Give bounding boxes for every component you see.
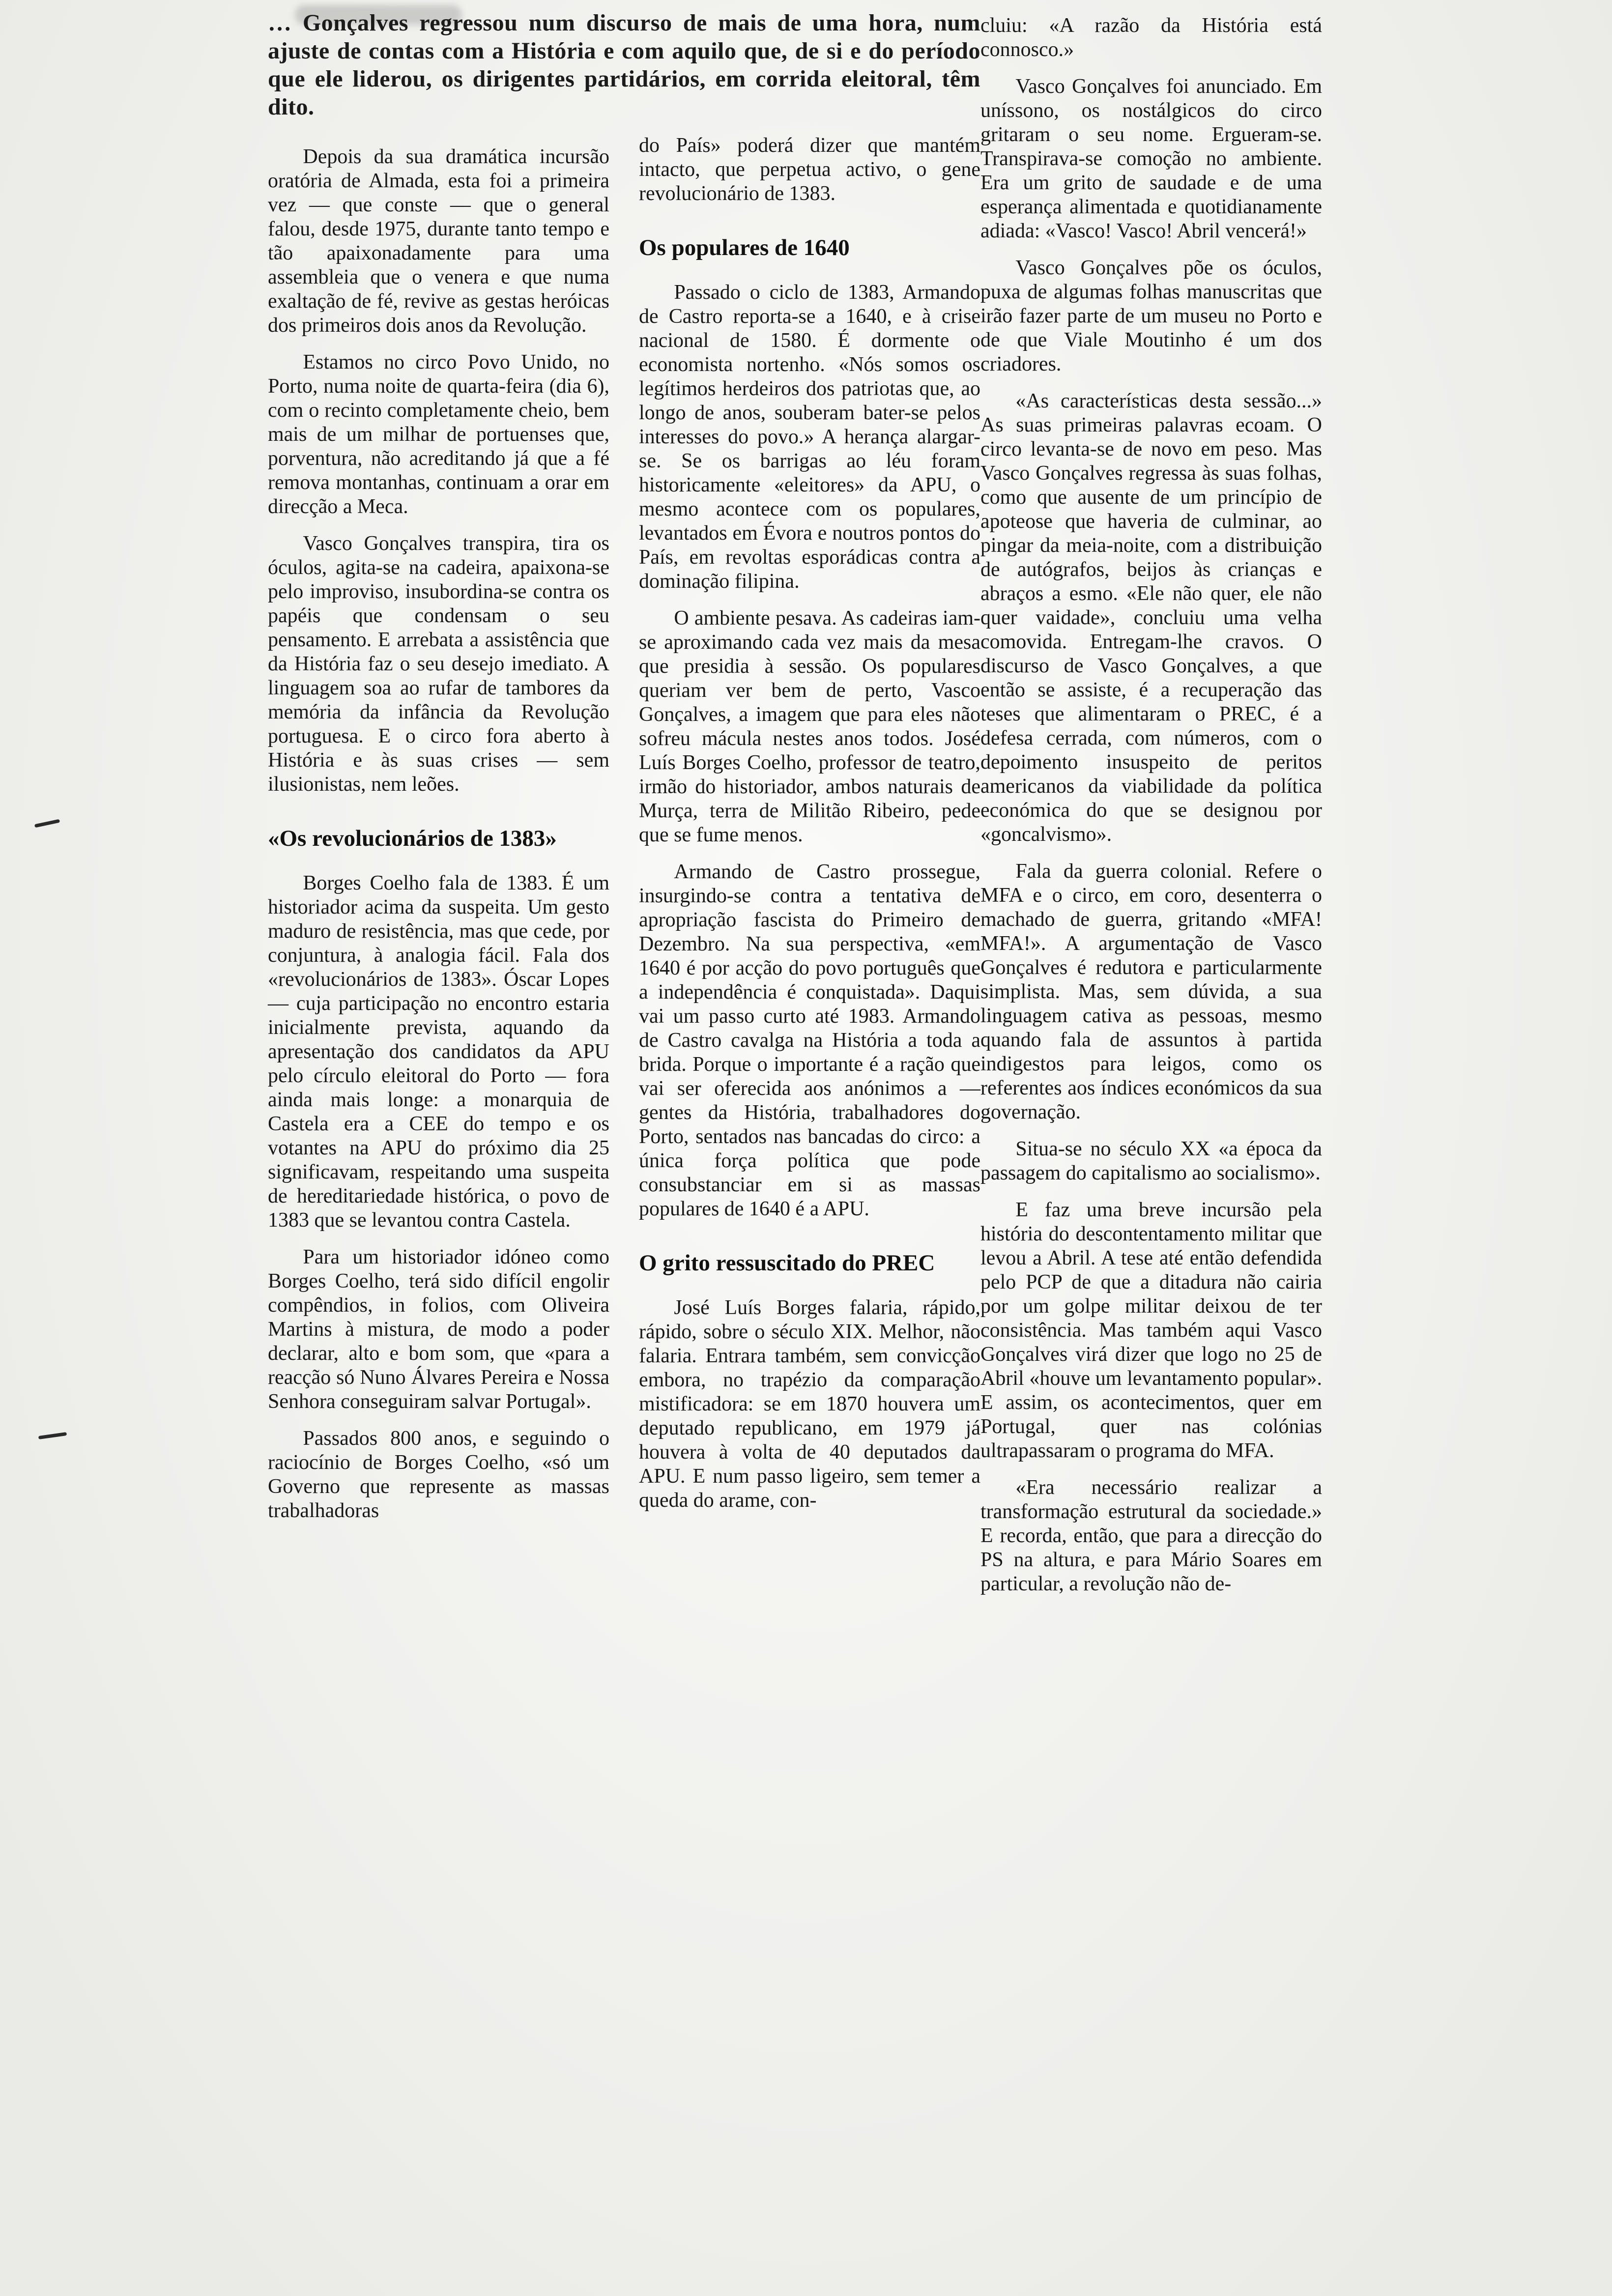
subheading-populares-1640: Os populares de 1640 [639, 235, 850, 260]
paragraph: Passado o ciclo de 1383, Armando de Castro reporta-se a 1640, e à crise nacional de 1580. É dormente o economista nortenho. «Nós somos os legítimos herdeiros dos patriotas que, ao longo de anos, souberam bater-se pelos interesses do povo.» A herança alargar-se. Se os barrigas ao léu foram historicamente «eleitores» da APU, o mesmo acontece com os populares, levantados em Évora e noutros pontos do País, em revoltas esporádicas contra a dominação filipina. [639, 281, 980, 593]
scan-mark [34, 819, 60, 828]
paragraph: Borges Coelho fala de 1383. É um historiador acima da suspeita. Um gesto maduro de resistência, mas que cede, por conjuntura, à analogia fácil. Fala dos «revolucionários de 1383». Óscar Lopes — cuja participação no encontro estaria inicialmente prevista, aquando da apresentação dos candidatos da APU pelo círculo eleitoral do Porto — fora ainda mais longe: a monarquia de Castela era a CEE do tempo e os votantes na APU do próximo dia 25 significavam, respeitando uma suspeita de hereditariedade histórica, o povo de 1383 que se levantou contra Castela. [268, 872, 609, 1232]
paragraph: Vasco Gonçalves põe os óculos, puxa de algumas folhas manuscritas que irão fazer parte de um museu no Porto e de que Viale Moutinho é um dos criadores. [980, 257, 1322, 375]
paragraph: Armando de Castro prossegue, insurgindo-se contra a tentativa de apropriação fascista do Primeiro de Dezembro. Na sua perspectiva, «em 1640 é por acção do povo português que a independência é conquistada». Daqui vai um passo curto até 1983. Armando de Castro cavalga na História a toda a brida. Porque o importante é a ração que vai ser oferecida aos anónimos a — gentes da História, trabalhadores do Porto, sentados nas bancadas do circo: a única força política que pode consubstanciar em si as massas populares de 1640 é a APU. [639, 861, 980, 1220]
column-1 [268, 145, 609, 1536]
column-3 [980, 14, 1322, 1609]
subheading-revolucionarios-1383: «Os revolucionários de 1383» [268, 826, 557, 851]
paragraph: O ambiente pesava. As cadeiras iam-se aproximando cada vez mais da mesa que presidia à sessão. Os populares queriam ver bem de perto, Vasco Gonçalves, a imagem que para eles não sofreu mácula nestes anos todos. José Luís Borges Coelho, professor de teatro, irmão do historiador, ambos naturais de Murça, terra de Militão Ribeiro, pede que se fume menos. [639, 607, 980, 846]
column-2 [639, 134, 980, 1525]
paragraph: Vasco Gonçalves foi anunciado. Em uníssono, os nostálgicos do circo gritaram o seu nome. Ergueram-se. Transpirava-se comoção no ambiente. Era um grito de saudade e de uma esperança alimentada e quotidianamente adiada: «Vasco! Vasco! Abril vencerá!» [980, 75, 1322, 242]
paragraph: Vasco Gonçalves transpira, tira os óculos, agita-se na cadeira, apaixona-se pelo improviso, insubordina-se contra os papéis que condensam o seu pensamento. E arrebata a assistência que da História faz o seu desejo imediato. A linguagem soa ao rufar de tambores da memória da infância da Revolução portuguesa. E o circo fora aberto à História e às suas crises — sem ilusionistas, nem leões. [268, 532, 609, 796]
paragraph-continuation: cluiu: «A razão da História está connosco.» [980, 14, 1322, 61]
lead-paragraph: … Gonçalves regressou num discurso de mais de uma hora, num ajuste de contas com a História e com aquilo que, de si e do período que ele liderou, os dirigentes partidários, em corrida eleitoral, têm dito. [268, 10, 980, 120]
paragraph: «As características desta sessão...» As suas primeiras palavras ecoam. O circo levanta-se de novo em peso. Mas Vasco Gonçalves regressa às suas folhas, como que ausente de um princípio de apoteose que haveria de culminar, ao pingar da meia-noite, com a distribuição de autógrafos, beijos às crianças e abraços a esmo. «Ele não quer, ele não quer vaidade», concluiu uma velha comovida. Entregam-lhe cravos. O discurso de Vasco Gonçalves, a que então se assiste, é a recuperação das teses que alimentaram o PREC, é a defesa cerrada, com números, com o depoimento insuspeito de peritos americanos da viabilidade da política económica do que se designou por «goncalvismo». [980, 390, 1322, 846]
paragraph: Para um historiador idóneo como Borges Coelho, terá sido difícil engolir compêndios, in folios, com Oliveira Martins à mistura, de modo a poder declarar, alto e bom som, que «para a reacção só Nuno Álvares Pereira e Nossa Senhora conseguiram salvar Portugal». [268, 1246, 609, 1413]
paragraph: E faz uma breve incursão pela história do descontentamento militar que levou a Abril. A tese até então defendida pelo PCP de que a ditadura não cairia por um golpe militar deixou de ter consistência. Mas também aqui Vasco Gonçalves virá dizer que logo no 25 de Abril «houve um levantamento popular». E assim, os acontecimentos, quer em Portugal, quer nas colónias ultrapassaram o programa do MFA. [980, 1199, 1322, 1462]
paragraph: Depois da sua dramática incursão oratória de Almada, esta foi a primeira vez — que conste — que o general falou, desde 1975, durante tanto tempo e tão apaixonadamente para uma assembleia que o venera e que numa exaltação de fé, revive as gestas heróicas dos primeiros dois anos da Revolução. [268, 145, 609, 337]
paragraph: José Luís Borges falaria, rápido, rápido, sobre o século XIX. Melhor, não falaria. Entrara também, sem convicção embora, no trapézio da comparação mistificadora: se em 1870 houvera um deputado republicano, em 1979 já houvera à volta de 40 deputados da APU. E num passo ligeiro, sem temer a queda do arame, con- [639, 1296, 980, 1512]
paragraph: «Era necessário realizar a transformação estrutural da sociedade.» E recorda, então, que para a direcção do PS na altura, e para Mário Soares em particular, a revolução não de- [980, 1476, 1322, 1595]
paragraph: Passados 800 anos, e seguindo o raciocínio de Borges Coelho, «só um Governo que represente as massas trabalhadoras [268, 1427, 609, 1522]
subheading-grito-prec: O grito ressuscitado do PREC [639, 1250, 935, 1276]
paragraph: Situa-se no século XX «a época da passagem do capitalismo ao socialismo». [980, 1138, 1322, 1184]
paragraph: Fala da guerra colonial. Refere o MFA e o circo, em coro, desenterra o machado de guerra, gritando «MFA! MFA!». A argumentação de Vasco Gonçalves é redutora e particularmente simplista. Mas, sem dúvida, a sua linguagem cativa as pessoas, mesmo quando fala de assuntos à partida indigestos para leigos, como os referentes aos índices económicos da sua governação. [980, 860, 1322, 1123]
paragraph: Estamos no circo Povo Unido, no Porto, numa noite de quarta-feira (dia 6), com o recinto completamente cheio, bem mais de um milhar de portuenses que, porventura, não acreditando já que a fé remova montanhas, continuam a orar em direcção a Meca. [268, 351, 609, 518]
scan-mark [38, 1432, 67, 1439]
paragraph-continuation: do País» poderá dizer que mantém intacto, que perpetua activo, o gene revolucionário de 1383. [639, 134, 980, 205]
